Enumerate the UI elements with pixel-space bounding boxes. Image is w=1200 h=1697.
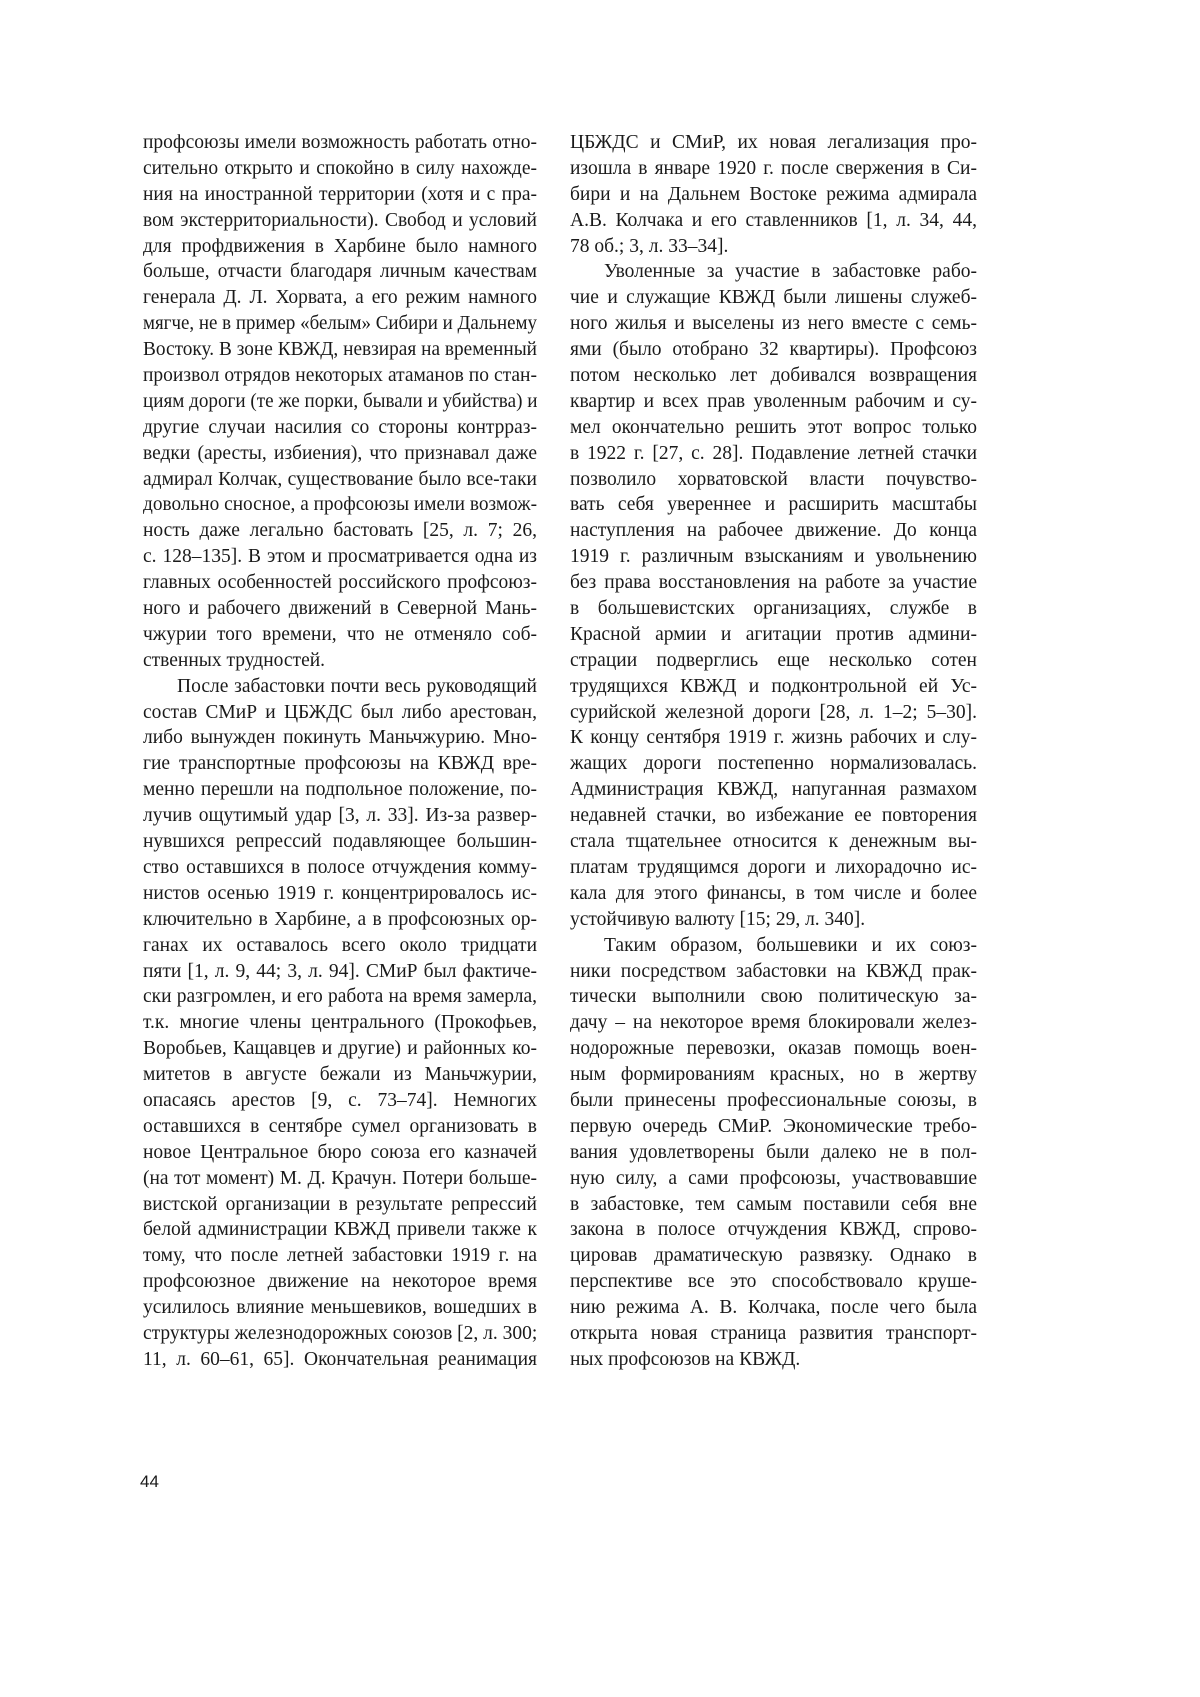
text-line: структуры железнодорожных союзов [2, л. 300; — [143, 1321, 537, 1347]
text-line: пяти [1, л. 9, 44; 3, л. 94]. СМиР был фактиче- — [143, 959, 537, 985]
text-line: в забастовке, тем самым поставили себя вне — [570, 1192, 977, 1218]
text-line: перспективе все это способствовало круше- — [570, 1269, 977, 1295]
text-line: бири и на Дальнем Востоке режима адмирала — [570, 182, 977, 208]
text-line: тически выполнили свою политическую за- — [570, 984, 977, 1010]
text-line: для профдвижения в Харбине было намного — [143, 234, 537, 260]
text-line: произвол отрядов некоторых атаманов по стан- — [143, 363, 537, 389]
text-line: новое Центральное бюро союза его казначей — [143, 1140, 537, 1166]
text-line: ски разгромлен, и его работа на время замерла, — [143, 984, 537, 1010]
text-line: 11, л. 60–61, 65]. Окончательная реанимация — [143, 1347, 537, 1373]
text-line: сительно открыто и спокойно в силу нахожде- — [143, 156, 537, 182]
text-line: тому, что после летней забастовки 1919 г. на — [143, 1243, 537, 1269]
text-line: Воробьев, Кащавцев и другие) и районных ко- — [143, 1036, 537, 1062]
text-line: больше, отчасти благодаря личным качествам — [143, 259, 537, 285]
text-line: открыта новая страница развития транспорт- — [570, 1321, 977, 1347]
text-line: нистов осенью 1919 г. концентрировалось ис- — [143, 881, 537, 907]
text-line: усилилось влияние меньшевиков, вошедших в — [143, 1295, 537, 1321]
text-line: первую очередь СМиР. Экономические требо- — [570, 1114, 977, 1140]
text-line: Востоку. В зоне КВЖД, невзирая на временный — [143, 337, 537, 363]
text-line: без права восстановления на работе за участие — [570, 570, 977, 596]
text-line: т.к. многие члены центрального (Прокофьев, — [143, 1010, 537, 1036]
text-line: цировав драматическую развязку. Однако в — [570, 1243, 977, 1269]
text-line: ную силу, а сами профсоюзы, участвовавшие — [570, 1166, 977, 1192]
text-line: К концу сентября 1919 г. жизнь рабочих и слу- — [570, 725, 977, 751]
text-line: ных профсоюзов на КВЖД. — [570, 1347, 977, 1373]
text-line: лучив ощутимый удар [3, л. 33]. Из-за развер- — [143, 803, 537, 829]
text-line: (на тот момент) М. Д. Крачун. Потери больше- — [143, 1166, 537, 1192]
text-line: Администрация КВЖД, напуганная размахом — [570, 777, 977, 803]
text-line: ного жилья и выселены из него вместе с семь- — [570, 311, 977, 337]
text-line: квартир и всех прав уволенным рабочим и су- — [570, 389, 977, 415]
text-line: трудящихся КВЖД и подконтрольной ей Ус- — [570, 674, 977, 700]
text-line: в большевистских организациях, службе в — [570, 596, 977, 622]
text-line: ники посредством забастовки на КВЖД прак- — [570, 959, 977, 985]
text-line: адмирал Колчак, существование было все-таки — [143, 467, 537, 493]
text-line: жащих дороги постепенно нормализовалась. — [570, 751, 977, 777]
text-line: мягче, не в пример «белым» Сибири и Дальнему — [143, 311, 537, 337]
text-column-right — [570, 130, 977, 1373]
text-line: кала для этого финансы, в том числе и более — [570, 881, 977, 907]
text-line: платам трудящимся дороги и лихорадочно ис- — [570, 855, 977, 881]
text-line: другие случаи насилия со стороны контрраз- — [143, 415, 537, 441]
paragraph — [570, 259, 977, 932]
text-line: потом несколько лет добивался возвращения — [570, 363, 977, 389]
text-line: ключительно в Харбине, а в профсоюзных ор- — [143, 907, 537, 933]
text-line: белой администрации КВЖД привели также к — [143, 1217, 537, 1243]
text-line: состав СМиР и ЦБЖДС был либо арестован, — [143, 700, 537, 726]
paragraph — [143, 130, 537, 674]
text-line: После забастовки почти весь руководящий — [143, 674, 537, 700]
text-line: чжурии того времени, что не отменяло соб- — [143, 622, 537, 648]
text-line: А.В. Колчака и его ставленников [1, л. 34, 44, — [570, 208, 977, 234]
text-line: ведки (аресты, избиения), что признавал даже — [143, 441, 537, 467]
text-line: наступления на рабочее движение. До конца — [570, 518, 977, 544]
text-line: позволило хорватовской власти почувство- — [570, 467, 977, 493]
text-line: профсоюзное движение на некоторое время — [143, 1269, 537, 1295]
text-line: ния на иностранной территории (хотя и с пра- — [143, 182, 537, 208]
text-line: нию режима А. В. Колчака, после чего была — [570, 1295, 977, 1321]
text-line: с. 128–135]. В этом и просматривается одна из — [143, 544, 537, 570]
text-line: ного и рабочего движений в Северной Мань- — [143, 596, 537, 622]
text-line: Таким образом, большевики и их союз- — [570, 933, 977, 959]
text-line: нодорожные перевозки, оказав помощь воен- — [570, 1036, 977, 1062]
text-line: ность даже легально бастовать [25, л. 7; 26, — [143, 518, 537, 544]
text-line: дачу – на некоторое время блокировали желез- — [570, 1010, 977, 1036]
text-line: опасаясь арестов [9, с. 73–74]. Немногих — [143, 1088, 537, 1114]
text-line: довольно сносное, а профсоюзы имели возмож- — [143, 492, 537, 518]
text-line: чие и служащие КВЖД были лишены служеб- — [570, 285, 977, 311]
text-line: страции подверглись еще несколько сотен — [570, 648, 977, 674]
text-line: Красной армии и агитации против админи- — [570, 622, 977, 648]
text-line: гие транспортные профсоюзы на КВЖД вре- — [143, 751, 537, 777]
text-line: 78 об.; 3, л. 33–34]. — [570, 234, 977, 260]
text-line: 1919 г. различным взысканиям и увольнению — [570, 544, 977, 570]
text-line: митетов в августе бежали из Маньчжурии, — [143, 1062, 537, 1088]
paragraph — [570, 933, 977, 1373]
paragraph — [570, 130, 977, 259]
text-line: ганах их оставалось всего около тридцати — [143, 933, 537, 959]
text-line: изошла в январе 1920 г. после свержения в Си- — [570, 156, 977, 182]
text-line: ным формированиям красных, но в жертву — [570, 1062, 977, 1088]
text-line: закона в полосе отчуждения КВЖД, спрово- — [570, 1217, 977, 1243]
text-line: циям дороги (те же порки, бывали и убийства) и — [143, 389, 537, 415]
text-line: вать себя увереннее и расширить масштабы — [570, 492, 977, 518]
text-line: нувшихся репрессий подавляющее большин- — [143, 829, 537, 855]
text-line: ственных трудностей. — [143, 648, 537, 674]
text-line: Уволенные за участие в забастовке рабо- — [570, 259, 977, 285]
text-line: генерала Д. Л. Хорвата, а его режим намного — [143, 285, 537, 311]
text-line: сурийской железной дороги [28, л. 1–2; 5–30]. — [570, 700, 977, 726]
text-line: главных особенностей российского профсоюз- — [143, 570, 537, 596]
page-number: 44 — [140, 1472, 159, 1492]
text-line: мел окончательно решить этот вопрос только — [570, 415, 977, 441]
text-line: были принесены профессиональные союзы, в — [570, 1088, 977, 1114]
text-line: вом экстерриториальности). Свобод и условий — [143, 208, 537, 234]
text-line: недавней стачки, во избежание ее повторения — [570, 803, 977, 829]
text-line: оставшихся в сентябре сумел организовать в — [143, 1114, 537, 1140]
text-line: либо вынужден покинуть Маньчжурию. Мно- — [143, 725, 537, 751]
text-line: в 1922 г. [27, с. 28]. Подавление летней стачки — [570, 441, 977, 467]
text-line: стала тщательнее относится к денежным вы- — [570, 829, 977, 855]
text-line: устойчивую валюту [15; 29, л. 340]. — [570, 907, 977, 933]
text-line: вания удовлетворены были далеко не в пол- — [570, 1140, 977, 1166]
text-column-left — [143, 130, 537, 1373]
text-line: менно перешли на подпольное положение, по- — [143, 777, 537, 803]
text-line: ями (было отобрано 32 квартиры). Профсоюз — [570, 337, 977, 363]
text-line: вистской организации в результате репрессий — [143, 1192, 537, 1218]
paragraph — [143, 674, 537, 1373]
text-line: ЦБЖДС и СМиР, их новая легализация про- — [570, 130, 977, 156]
text-line: ство оставшихся в полосе отчуждения комму- — [143, 855, 537, 881]
text-line: профсоюзы имели возможность работать отно- — [143, 130, 537, 156]
